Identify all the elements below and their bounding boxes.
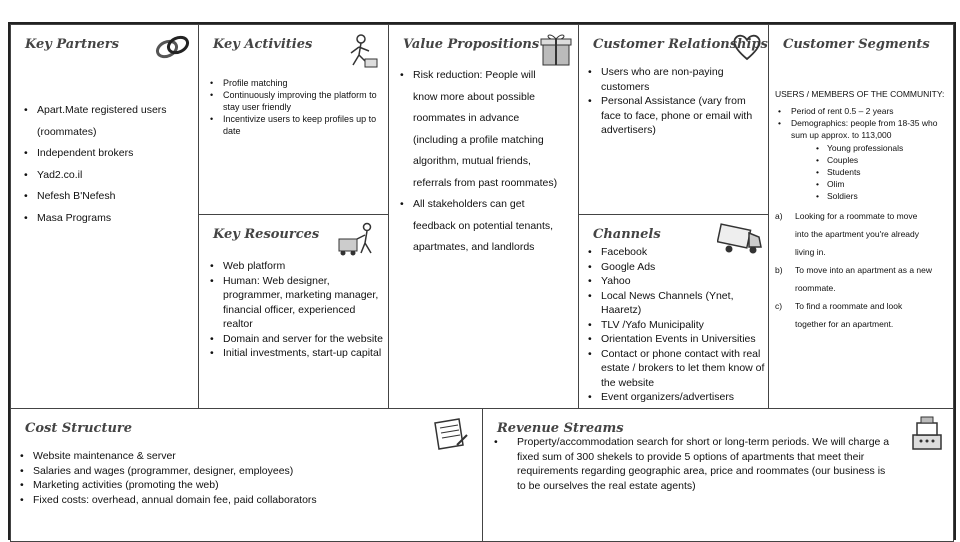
cost-structure-list [17, 449, 477, 507]
key-activities-section [198, 24, 390, 216]
worker-icon [341, 33, 381, 71]
list-item: • Period of rent 0.5 – 2 years [775, 105, 951, 117]
list-item: • Orientation Events in Universities [585, 332, 769, 347]
customer-segments-sublist [813, 142, 954, 202]
cost-structure-title: Cost Structure [25, 421, 133, 436]
list-item: • Masa Programs [21, 211, 196, 226]
list-item: • Soldiers [813, 190, 954, 202]
channels-section [578, 214, 770, 410]
list-item: • All stakeholders can get feedback on potential tenants, apartmates, and landlords [400, 198, 554, 253]
cost-structure-section [10, 408, 484, 542]
value-propositions-list [397, 65, 575, 259]
list-item: • TLV /Yafo Municipality [585, 318, 769, 333]
key-activities-list [207, 77, 385, 137]
list-item: • Users who are non-paying customers [585, 65, 767, 94]
list-item: • Continuously improving the platform to stay user friendly [207, 89, 385, 113]
list-item: • Yad2.co.il [21, 168, 196, 183]
list-item: • Yahoo [585, 274, 769, 289]
key-partners-title: Key Partners [25, 37, 119, 52]
list-item: • Human: Web designer, programmer, marketing manager, financial officer, experienced realtor [207, 274, 387, 332]
list-item: • Apart.Mate registered users [21, 103, 196, 118]
list-item: • Students [813, 166, 954, 178]
key-partners-list [21, 103, 196, 225]
list-item: • Marketing activities (promoting the web) [17, 478, 477, 493]
list-item: • Independent brokers [21, 146, 196, 161]
list-item: • Couples [813, 154, 954, 166]
list-item: • Demographics: people from 18-35 who sum up approx. to 113,000 [775, 117, 951, 141]
key-resources-section [198, 214, 390, 410]
channels-title: Channels [593, 227, 661, 242]
cash-register-icon [907, 415, 947, 455]
list-item: c) To find a roommate and look together for an apartment. [775, 301, 903, 329]
receipt-icon [429, 415, 469, 451]
forklift-icon [335, 221, 383, 257]
list-item: • Event organizers/advertisers [585, 390, 769, 405]
list-item: • Website maintenance & server [17, 449, 477, 464]
customer-segments-list [775, 105, 951, 141]
key-partners-section [10, 24, 200, 410]
list-item: • Initial investments, start-up capital [207, 346, 387, 361]
list-item: • Olim [813, 178, 954, 190]
list-item: • Nefesh B'Nefesh [21, 189, 196, 204]
list-item: • Web platform [207, 259, 387, 274]
list-item: • Personal Assistance (vary from face to face, phone or email with advertisers) [585, 94, 767, 138]
revenue-streams-title: Revenue Streams [497, 421, 624, 436]
list-item: • Fixed costs: overhead, annual domain fee, paid collaborators [17, 493, 477, 508]
list-item: b) To move into an apartment as a new roommate. [775, 265, 933, 293]
customer-segments-heading: USERS / MEMBERS OF THE COMMUNITY: [775, 89, 945, 99]
value-propositions-section [388, 24, 580, 410]
list-item: • Risk reduction: People will know more about possible roommates in advance (including a profile matching algorithm, mutual friends, referrals from past roommates) [400, 69, 558, 189]
list-item: • Domain and server for the website [207, 332, 387, 347]
list-item: • Incentivize users to keep profiles up to date [207, 113, 385, 137]
customer-relationships-list [585, 65, 767, 138]
customer-segments-lettered [775, 207, 951, 333]
business-model-canvas [8, 22, 956, 540]
list-item: • Young professionals [813, 142, 954, 154]
list-item: • Local News Channels (Ynet, Haaretz) [585, 289, 769, 318]
key-resources-list [207, 259, 387, 361]
customer-relationships-section [578, 24, 770, 216]
list-item: • Contact or phone contact with real estate / brokers to let them know of the website [585, 347, 769, 391]
customer-relationships-title: Customer Relationships [593, 37, 768, 52]
list-item: • Google Ads [585, 260, 769, 275]
list-item: a) Looking for a roommate to move into the apartment you're already living in. [775, 211, 920, 257]
customer-segments-section [768, 24, 954, 410]
chain-link-icon [151, 31, 193, 65]
list-item: • Facebook [585, 245, 769, 260]
revenue-streams-section [482, 408, 954, 542]
list-item: • Property/accommodation search for short or long-term periods. We will charge a fixed sum of 300 shekels to provide 5 options of apartments that meet their requirements regarding geographic area, price and roommates (our business is to be ourselves the real estate agents) [491, 435, 891, 493]
list-item: • Salaries and wages (programmer, designer, employees) [17, 464, 477, 479]
list-item: (roommates) [37, 125, 97, 138]
value-propositions-title: Value Propositions [403, 37, 540, 52]
list-item: • Profile matching [207, 77, 385, 89]
channels-list [585, 245, 769, 405]
heart-icon [731, 33, 763, 61]
revenue-streams-list [491, 435, 891, 493]
key-resources-title: Key Resources [213, 227, 320, 242]
gift-icon [537, 29, 575, 69]
customer-segments-title: Customer Segments [783, 37, 930, 52]
key-activities-title: Key Activities [213, 37, 313, 52]
